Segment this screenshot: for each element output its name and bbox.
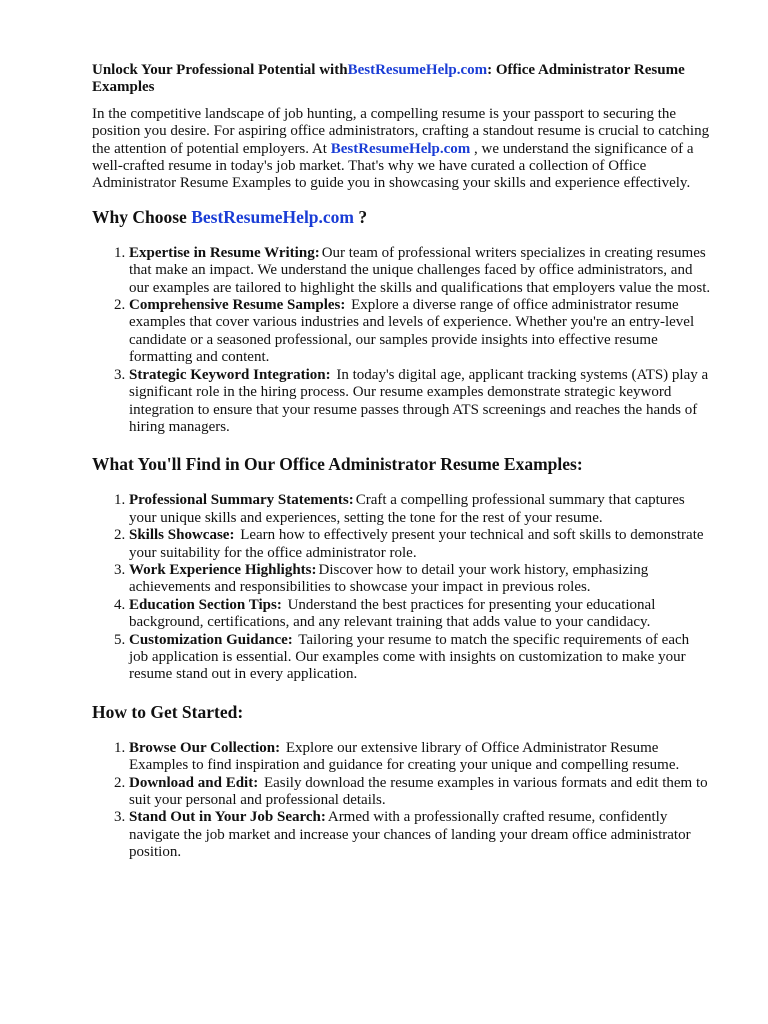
get-started-list [92,740,712,862]
item-text: Understand the best practices for presenting your educational background, certifications, and any relevant training that adds value to your candidacy. [129,596,656,631]
item-title: Stand Out in Your Job Search: [129,809,326,826]
list-item [129,632,712,684]
item-title: Education Section Tips: [129,596,282,613]
list-item [129,597,712,632]
list-item [129,367,712,437]
item-title: Download and Edit: [129,774,259,791]
item-text: In today's digital age, applicant tracking systems (ATS) play a significant role in the hiring process. Our resume examples demonstrate strategic keyword integration to ensure that your resume passes through ATS screenings and reaches the hands of hiring managers. [129,366,709,435]
list-item [129,809,712,861]
title-suffix: : Office Administrator Resume Examples [92,62,685,96]
list-item [129,297,712,367]
title-prefix: Unlock Your Professional Potential with [92,62,348,78]
list-item [129,775,712,810]
item-text: Explore our extensive library of Office Administrator Resume Examples to find inspiration and guidance for creating your unique and compelling resume. [129,739,680,774]
list-item [129,740,712,775]
item-title: Professional Summary Statements: [129,492,354,509]
intro-text-after: , we understand the significance of a well-crafted resume in today's job market. That's why we have curated a collection of Office Administrator Resume Examples to guide you in showcasing your skills and experience effectively. [92,140,694,192]
item-title: Browse Our Collection: [129,739,281,756]
intro-link[interactable]: BestResumeHelp.com [330,140,471,157]
document-title [92,62,712,97]
item-text: Explore a diverse range of office administrator resume examples that cover various industries and levels of experience. Whether you're an entry-level candidate or a seasoned professional, our samples provide insights into effective resume formatting and content. [129,297,695,366]
intro-paragraph [92,106,712,193]
item-text: Discover how to detail your work history, emphasizing achievements and responsibilities to showcase your impact in previous roles. [129,561,649,596]
item-text: Tailoring your resume to match the specific requirements of each job application is essential. Our examples come with insights on customization to make your resume stand out in every application. [129,631,690,683]
item-title: Strategic Keyword Integration: [129,366,331,383]
list-item [129,492,712,527]
why-heading-prefix: Why Choose [92,206,192,227]
item-title: Customization Guidance: [129,631,293,648]
why-heading-suffix: ? [354,206,368,227]
intro-text-before: In the competitive landscape of job hunting, a compelling resume is your passport to securing the position you desire. For aspiring office administrators, crafting a standout resume is crucial to catching the attention of potential employers. At [92,105,710,157]
list-item [129,245,712,297]
item-title: Expertise in Resume Writing: [129,244,320,261]
find-heading: What You'll Find in Our Office Administrator Resume Examples: [92,454,583,475]
title-link[interactable]: BestResumeHelp.com [347,62,488,78]
why-choose-heading [92,207,712,227]
item-title: Comprehensive Resume Samples: [129,297,346,314]
item-title: Work Experience Highlights: [129,561,317,578]
why-choose-list [92,245,712,436]
item-text: Armed with a professionally crafted resume, confidently navigate the job market and increase your chances of landing your dream office administrator position. [129,809,691,861]
item-text: Craft a compelling professional summary that captures your unique skills and experiences, setting the tone for the rest of your resume. [129,492,685,526]
item-title: Skills Showcase: [129,527,235,544]
item-text: Our team of professional writers specializes in creating resumes that make an impact. We understand the unique challenges faced by office administrators, and our examples are tailored to highlight the skills and qualifications that employers value the most. [129,244,711,296]
find-list [92,492,712,683]
list-item [129,562,712,597]
item-text: Easily download the resume examples in various formats and edit them to suit your personal and professional details. [129,774,708,808]
item-text: Learn how to effectively present your technical and soft skills to demonstrate your suitability for the office administrator role. [129,527,704,561]
document-content [92,62,712,880]
list-item [129,527,712,562]
get-started-heading: How to Get Started: [92,701,244,722]
why-heading-link[interactable]: BestResumeHelp.com [191,206,355,227]
